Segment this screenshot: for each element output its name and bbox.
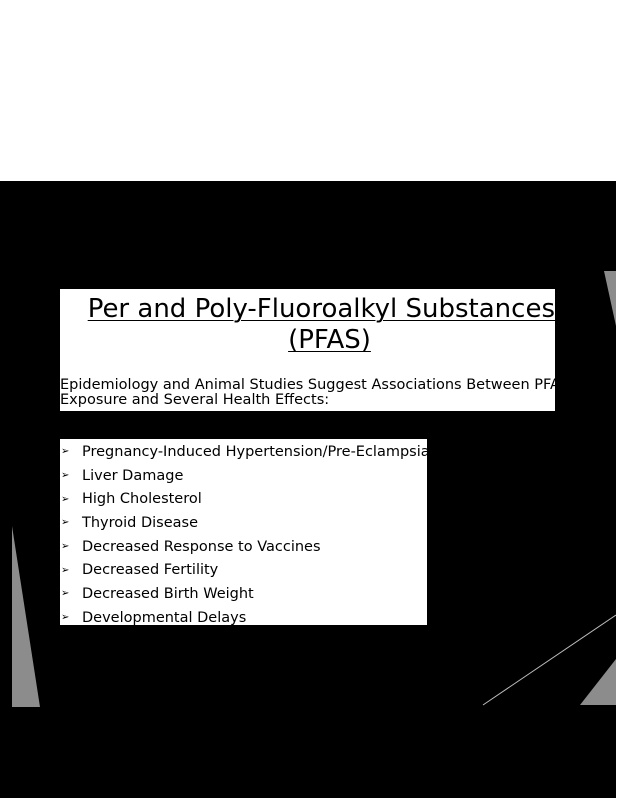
list-item-label: Liver Damage <box>82 467 184 484</box>
bottom-right-shard-shape <box>580 659 616 705</box>
list-item <box>60 535 427 559</box>
health-effects-box <box>60 439 430 626</box>
list-item <box>60 464 427 488</box>
subtitle-line-1: Epidemiology and Animal Studies Suggest Associations Between PFAS <box>60 377 570 393</box>
list-item <box>60 582 427 606</box>
arrow-bullet-icon: ➢ <box>61 541 70 553</box>
arrow-bullet-icon: ➢ <box>61 446 70 458</box>
left-shard-shape <box>12 526 40 707</box>
title-line-1: Per and Poly-Fluoroalkyl Substances <box>87 294 555 324</box>
list-item <box>60 511 427 535</box>
list-item-label: Thyroid Disease <box>82 514 199 531</box>
list-item-label: High Cholesterol <box>82 491 202 508</box>
list-item-label: Decreased Birth Weight <box>82 585 254 602</box>
list-item <box>60 558 427 582</box>
title-line-2: (PFAS) <box>288 325 371 355</box>
arrow-bullet-icon: ➢ <box>61 517 70 529</box>
arrow-bullet-icon: ➢ <box>61 470 70 482</box>
list-item <box>60 440 430 464</box>
title-box <box>60 289 570 411</box>
list-item-label: Pregnancy-Induced Hypertension/Pre-Eclampsia <box>82 443 430 460</box>
list-item <box>60 606 427 630</box>
list-item <box>60 487 427 511</box>
list-item-label: Developmental Delays <box>82 609 247 626</box>
top-right-shard-shape <box>604 271 616 326</box>
slide-subtitle <box>60 377 570 408</box>
arrow-bullet-icon: ➢ <box>61 588 70 600</box>
arrow-bullet-icon: ➢ <box>61 612 70 624</box>
list-item-label: Decreased Fertility <box>82 562 219 579</box>
slide-title <box>60 289 555 356</box>
slide <box>0 181 616 798</box>
arrow-bullet-icon: ➢ <box>61 493 70 505</box>
arrow-bullet-icon: ➢ <box>61 564 70 576</box>
subtitle-line-2: Exposure and Several Health Effects: <box>60 392 330 408</box>
list-item-label: Decreased Response to Vaccines <box>82 538 321 555</box>
health-effects-list <box>60 439 430 630</box>
